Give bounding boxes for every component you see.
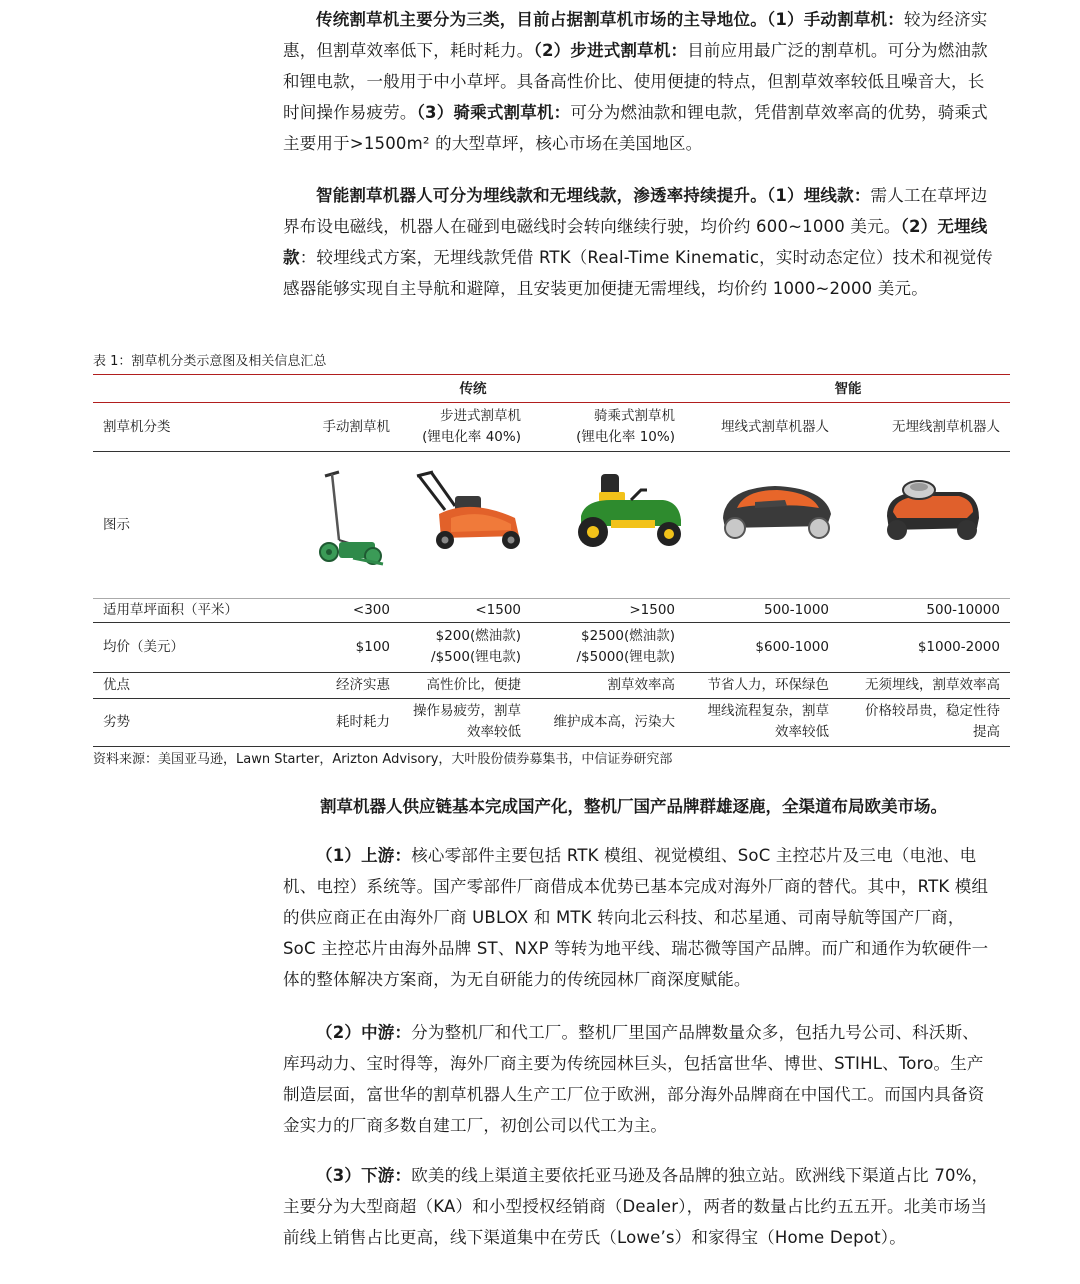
cons-wireless xyxy=(838,699,1000,745)
row-cons-label: 劣势 xyxy=(103,713,130,730)
cons-walk xyxy=(393,699,521,745)
price-wireless: $1000-2000 xyxy=(917,638,1000,655)
header-riding-mower-sub: (锂电化率 10%) xyxy=(576,429,675,445)
pros-walk: 高性价比，便捷 xyxy=(426,676,521,693)
header-wireless-robot: 无埋线割草机器人 xyxy=(892,418,1000,435)
text: 分为整机厂和代工厂。整机厂里国产品牌数量众多，包括九号公司、科沃斯、库玛动力、宝时得等，海外厂商主要为传统园林巨头，包括富世华、博世、STIHL、Toro。生产制造层面，富世华的割草机器人生产工厂位于欧洲，部分海外品牌商在中国代工。而国内具备资金实力的厂商多数自建工厂，初创公司以代工为主。 xyxy=(283,1023,985,1135)
text: 目前应用最广泛的割草机。可分为燃油款和锂电款，一般用于中小草坪。具备高性价比、使用便捷的特点，但割草效率较低且噪音大，长时间操作易疲劳。 xyxy=(283,41,988,122)
table-top-rule xyxy=(93,374,1010,375)
group-smart: 智能 xyxy=(834,380,862,397)
table-bottom-rule xyxy=(93,746,1010,747)
downstream-paragraph xyxy=(283,1160,993,1253)
price-manual: $100 xyxy=(355,638,390,655)
row-image-label: 图示 xyxy=(103,516,130,533)
cons-wired xyxy=(683,699,829,745)
price-riding-fuel: $2500(燃油款) xyxy=(581,628,675,644)
upstream-paragraph xyxy=(283,840,993,995)
cons-wireless-line1: 价格较昂贵，稳定性待 xyxy=(865,703,1000,719)
cons-wired-line1: 埋线流程复杂，割草 xyxy=(707,703,829,719)
cons-riding: 维护成本高，污染大 xyxy=(553,713,675,730)
pros-riding: 割草效率高 xyxy=(607,676,675,693)
group-traditional: 传统 xyxy=(459,380,487,397)
price-walk-battery: /$500(锂电款) xyxy=(431,649,521,665)
supply-heading: 割草机器人供应链基本完成国产化，整机厂国产品牌群雄逐鹿，全渠道布局欧美市场。 xyxy=(320,797,947,816)
intro-paragraph-smart xyxy=(283,180,993,304)
cons-wired-line2: 效率较低 xyxy=(775,724,829,740)
text: ：较埋线式方案，无埋线款凭借 RTK（Real-Time Kinematic，实时动态定位）技术和视觉传感器能够实现自主导航和避障，且安装更加便捷无需埋线，均价约 1000~2000 美元。 xyxy=(283,248,993,298)
wired-robot-image xyxy=(715,478,837,542)
pros-wireless: 无须埋线，割草效率高 xyxy=(865,676,1000,693)
midstream-paragraph xyxy=(283,1017,993,1141)
pros-manual: 经济实惠 xyxy=(336,676,390,693)
row-pros-label: 优点 xyxy=(103,676,130,693)
header-wired-robot: 埋线式割草机器人 xyxy=(721,418,829,435)
header-walk-mower-sub: (锂电化率 40%) xyxy=(422,429,521,445)
cons-walk-line1: 操作易疲劳，割草 xyxy=(413,703,521,719)
bold-lead: 传统割草机主要分为三类，目前占据割草机市场的主导地位。（1）手动割草机： xyxy=(316,10,904,29)
price-riding xyxy=(533,623,675,671)
bold-lead: 智能割草机器人可分为埋线款和无埋线款，渗透率持续提升。（1）埋线款： xyxy=(316,186,871,205)
text: 较为经济实惠，但割草效率低下，耗时耗力。 xyxy=(283,10,988,60)
text: 核心零部件主要包括 RTK 模组、视觉模组、SoC 主控芯片及三电（电池、电机、电控）系统等。国产零部件厂商借成本优势已基本完成对海外厂商的替代。其中，RTK 模组的供应商正在由海外厂商 UBLOX 和 MTK 转向北云科技、和芯星通、司南导航等国产厂商，SoC 主控芯片由海外品牌 ST、NXP 等转为地平线、瑞芯微等国产品牌。而广和通作为软硬件一体的整体解决方案商，为无自研能力的传统园林厂商深度赋能。 xyxy=(283,846,989,989)
header-category: 割草机分类 xyxy=(103,418,171,435)
price-riding-battery: /$5000(锂电款) xyxy=(576,649,675,665)
wireless-robot-image xyxy=(881,472,983,546)
header-manual-mower: 手动割草机 xyxy=(322,418,390,435)
header-walk-mower-name: 步进式割草机 xyxy=(440,408,521,424)
area-walk: <1500 xyxy=(475,601,521,618)
intro-paragraph-traditional xyxy=(283,4,993,159)
bold-lead: （1）上游： xyxy=(316,846,412,865)
table-caption: 表 1：割草机分类示意图及相关信息汇总 xyxy=(93,354,327,369)
header-riding-mower-name: 骑乘式割草机 xyxy=(594,408,675,424)
area-wired: 500-1000 xyxy=(764,601,829,618)
header-rule xyxy=(93,451,1010,452)
cons-walk-line2: 效率较低 xyxy=(467,724,521,740)
text: 需人工在草坪边界布设电磁线，机器人在碰到电磁线时会转向继续行驶，均价约 600~1000 美元。 xyxy=(283,186,988,236)
header-riding-mower xyxy=(533,404,675,450)
price-wired: $600-1000 xyxy=(755,638,829,655)
cons-manual: 耗时耗力 xyxy=(336,713,390,730)
bold-lead: （2）中游： xyxy=(316,1023,412,1042)
header-walk-mower xyxy=(393,404,521,450)
area-riding: >1500 xyxy=(629,601,675,618)
riding-mower-image xyxy=(571,470,689,550)
row-price-label: 均价（美元） xyxy=(103,638,184,655)
area-wireless: 500-10000 xyxy=(926,601,1000,618)
text: 可分为燃油款和锂电款，凭借割草效率高的优势，骑乘式主要用于>1500m² 的大型草坪，核心市场在美国地区。 xyxy=(283,103,988,153)
price-walk xyxy=(393,623,521,671)
pros-wired: 节省人力，环保绿色 xyxy=(707,676,829,693)
cons-wireless-line2: 提高 xyxy=(973,724,1000,740)
group-rule xyxy=(93,402,1010,403)
walk-mower-image xyxy=(411,470,529,552)
row-area-label: 适用草坪面积（平米） xyxy=(103,601,238,618)
bold-lead: （2）无埋线款 xyxy=(283,217,988,267)
manual-mower-image xyxy=(313,470,393,574)
price-walk-fuel: $200(燃油款) xyxy=(435,628,521,644)
bold-lead: （3）下游： xyxy=(316,1166,412,1185)
bold-lead: （2）步进式割草机： xyxy=(533,41,688,60)
area-manual: <300 xyxy=(352,601,390,618)
text: 欧美的线上渠道主要依托亚马逊及各品牌的独立站。欧洲线下渠道占比 70%，主要分为大型商超（KA）和小型授权经销商（Dealer），两者的数量占比约五五开。北美市场当前线上销售占比更高，线下渠道集中在劳氏（Lowe’s）和家得宝（Home Depot）。 xyxy=(283,1166,989,1247)
table-source: 资料来源：美国亚马逊，Lawn Starter，Arizton Advisory，大叶股份债券募集书，中信证券研究部 xyxy=(93,752,673,767)
bold-lead: （3）骑乘式割草机： xyxy=(416,103,571,122)
